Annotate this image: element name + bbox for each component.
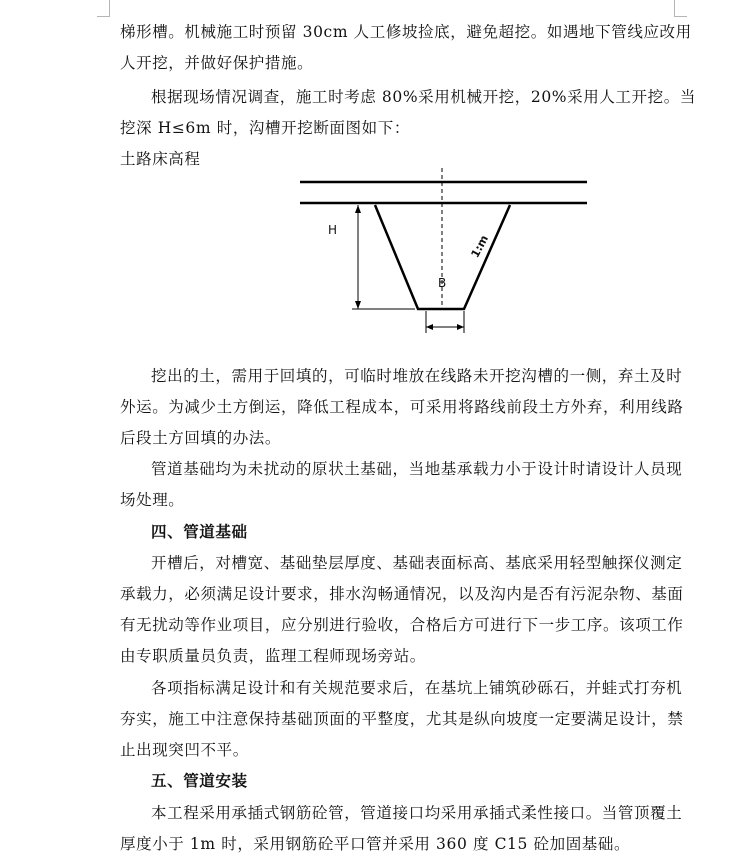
trench-drawing [290,165,600,345]
text-line: 挖出的土，需用于回填的，可临时堆放在线路未开挖沟槽的一侧，弃土及时 [151,367,683,385]
width-arrow-left [426,324,433,330]
height-arrow-top [355,205,361,213]
section-heading: 四、管道基础 [151,523,248,541]
text-line: 由专职质量员负责，监理工程师现场旁站。 [120,647,426,665]
height-label: H [328,223,338,237]
text-line: 场处理。 [120,491,185,509]
text-line: 梯形槽。机械施工时预留 30cm 人工修坡捡底，避免超挖。如遇地下管线应改用 [120,23,692,41]
text-line: 止出现突凹不平。 [120,741,249,759]
text-line: 人开挖，并做好保护措施。 [120,54,314,72]
slope-label: 1:m [468,233,492,260]
text-line: 厚度小于 1m 时，采用钢筋砼平口管并采用 360 度 C15 砼加固基础。 [120,835,631,853]
text-line: 夯实，施工中注意保持基础顶面的平整度，尤其是纵向坡度一定要满足设计，禁 [120,710,684,728]
text-line: 承载力，必须满足设计要求，排水沟畅通情况，以及沟内是否有污泥杂物、基面 [120,585,684,603]
text-line: 挖深 H≤6m 时，沟槽开挖断面图如下： [120,119,410,137]
margin-corner-mark [674,0,687,17]
text-line: 有无扰动等作业项目，应分别进行验收，合格后方可进行下一步工序。该项工作 [120,616,684,634]
width-arrow-right [457,324,464,330]
margin-corner-mark [97,0,110,17]
text-line: 本工程采用承插式钢筋砼管，管道接口均采用承插式柔性接口。当管顶覆土 [151,804,683,822]
text-line: 外运。为减少土方倒运，降低工程成本，可采用将路线前段土方外弃，利用线路 [120,398,684,416]
text-line: 开槽后，对槽宽、基础垫层厚度、基础表面标高、基底采用轻型触探仪测定 [151,554,683,572]
width-label: B [438,276,447,290]
section-heading: 五、管道安装 [151,772,248,790]
text-line: 根据现场情况调查，施工时考虑 80%采用机械开挖，20%采用人工开挖。当 [151,88,696,106]
height-arrow-bottom [355,301,361,309]
diagram-caption: 土路床高程 [120,150,201,168]
trench-section-diagram [290,165,600,345]
text-line: 管道基础均为未扰动的原状土基础，当地基承载力小于设计时请设计人员现 [151,460,683,478]
text-line: 各项指标满足设计和有关规范要求后，在基坑上铺筑砂砾石，并蛙式打夯机 [151,679,683,697]
text-line: 后段土方回填的办法。 [120,429,282,447]
